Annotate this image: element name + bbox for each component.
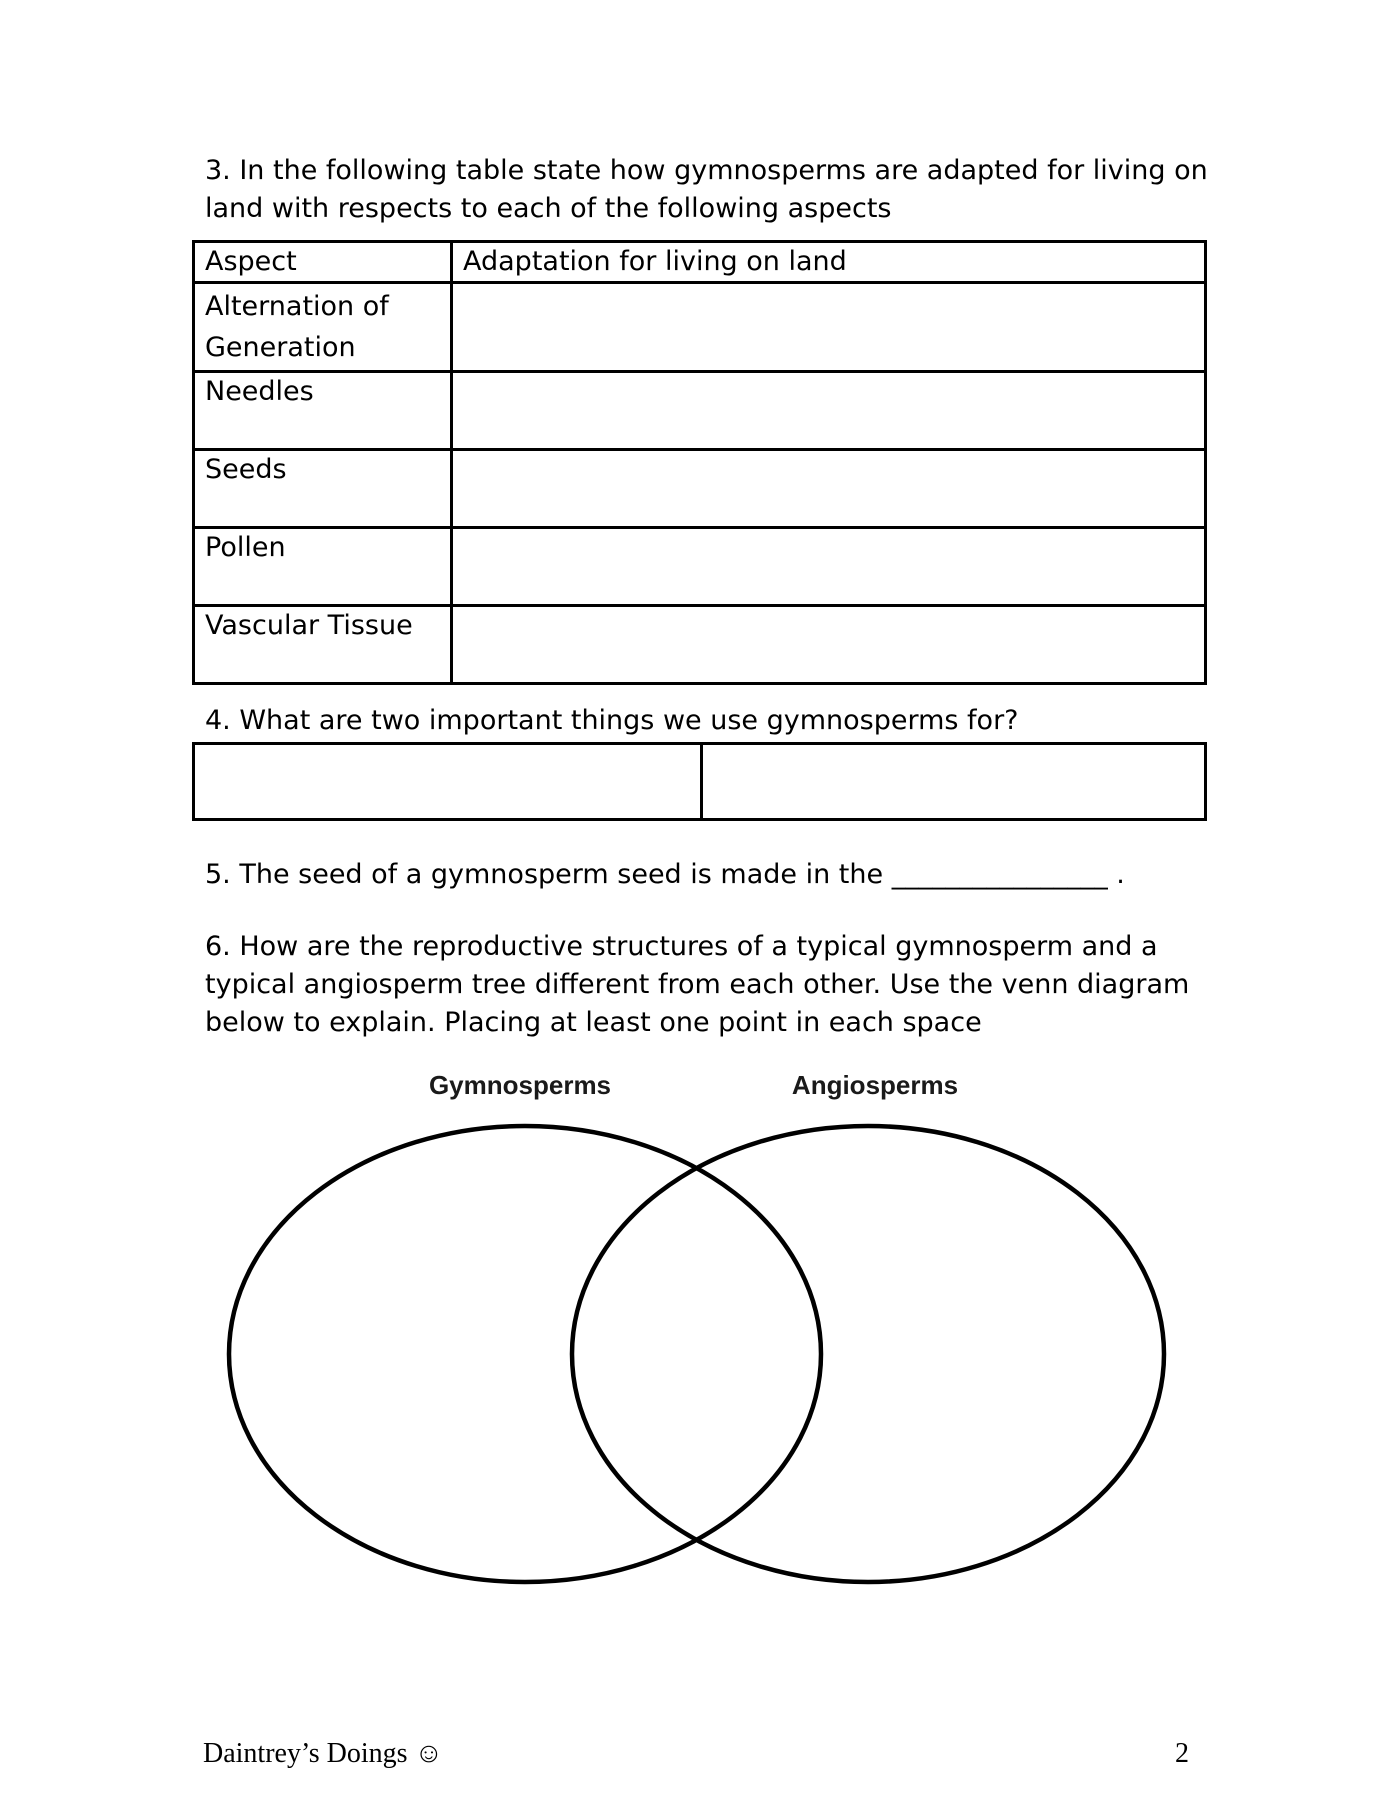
- question-3-line1: 3. In the following table state how gymnosperms are adapted for living on: [205, 155, 1208, 186]
- aspect-cell: Seeds: [194, 450, 452, 528]
- fill-in-blank: ________________: [891, 859, 1108, 890]
- venn-left-label: Gymnosperms: [428, 1070, 612, 1100]
- question-5-after: .: [1107, 859, 1125, 890]
- venn-right-label: Angiosperms: [791, 1070, 959, 1100]
- question-4-text: 4. What are two important things we use gymnosperms for?: [205, 705, 1019, 736]
- footer-credit-text: Daintrey’s Doings: [203, 1738, 408, 1769]
- question-6-line2: typical angiosperm tree different from each other. Use the venn diagram: [205, 969, 1190, 1000]
- question-6-line3: below to explain. Placing at least one point in each space: [205, 1007, 982, 1038]
- header-adaptation: Adaptation for living on land: [452, 242, 1206, 283]
- aspect-cell: Needles: [194, 372, 452, 450]
- smiley-icon: ☺: [414, 1738, 444, 1769]
- header-aspect: Aspect: [194, 242, 452, 283]
- venn-left-circle: [229, 1126, 821, 1582]
- aspect-cell: Alternation of Generation: [194, 283, 452, 372]
- question-6-line1: 6. How are the reproductive structures of a typical gymnosperm and a: [205, 931, 1158, 962]
- page-number: 2: [1175, 1738, 1189, 1769]
- footer-credit: [203, 1738, 443, 1770]
- aspect-cell: Vascular Tissue: [194, 606, 452, 684]
- aspect-cell: Pollen: [194, 528, 452, 606]
- question-3-line2: land with respects to each of the following aspects: [205, 193, 892, 224]
- question-5-before: 5. The seed of a gymnosperm seed is made in the: [205, 859, 892, 890]
- venn-right-circle: [572, 1126, 1164, 1582]
